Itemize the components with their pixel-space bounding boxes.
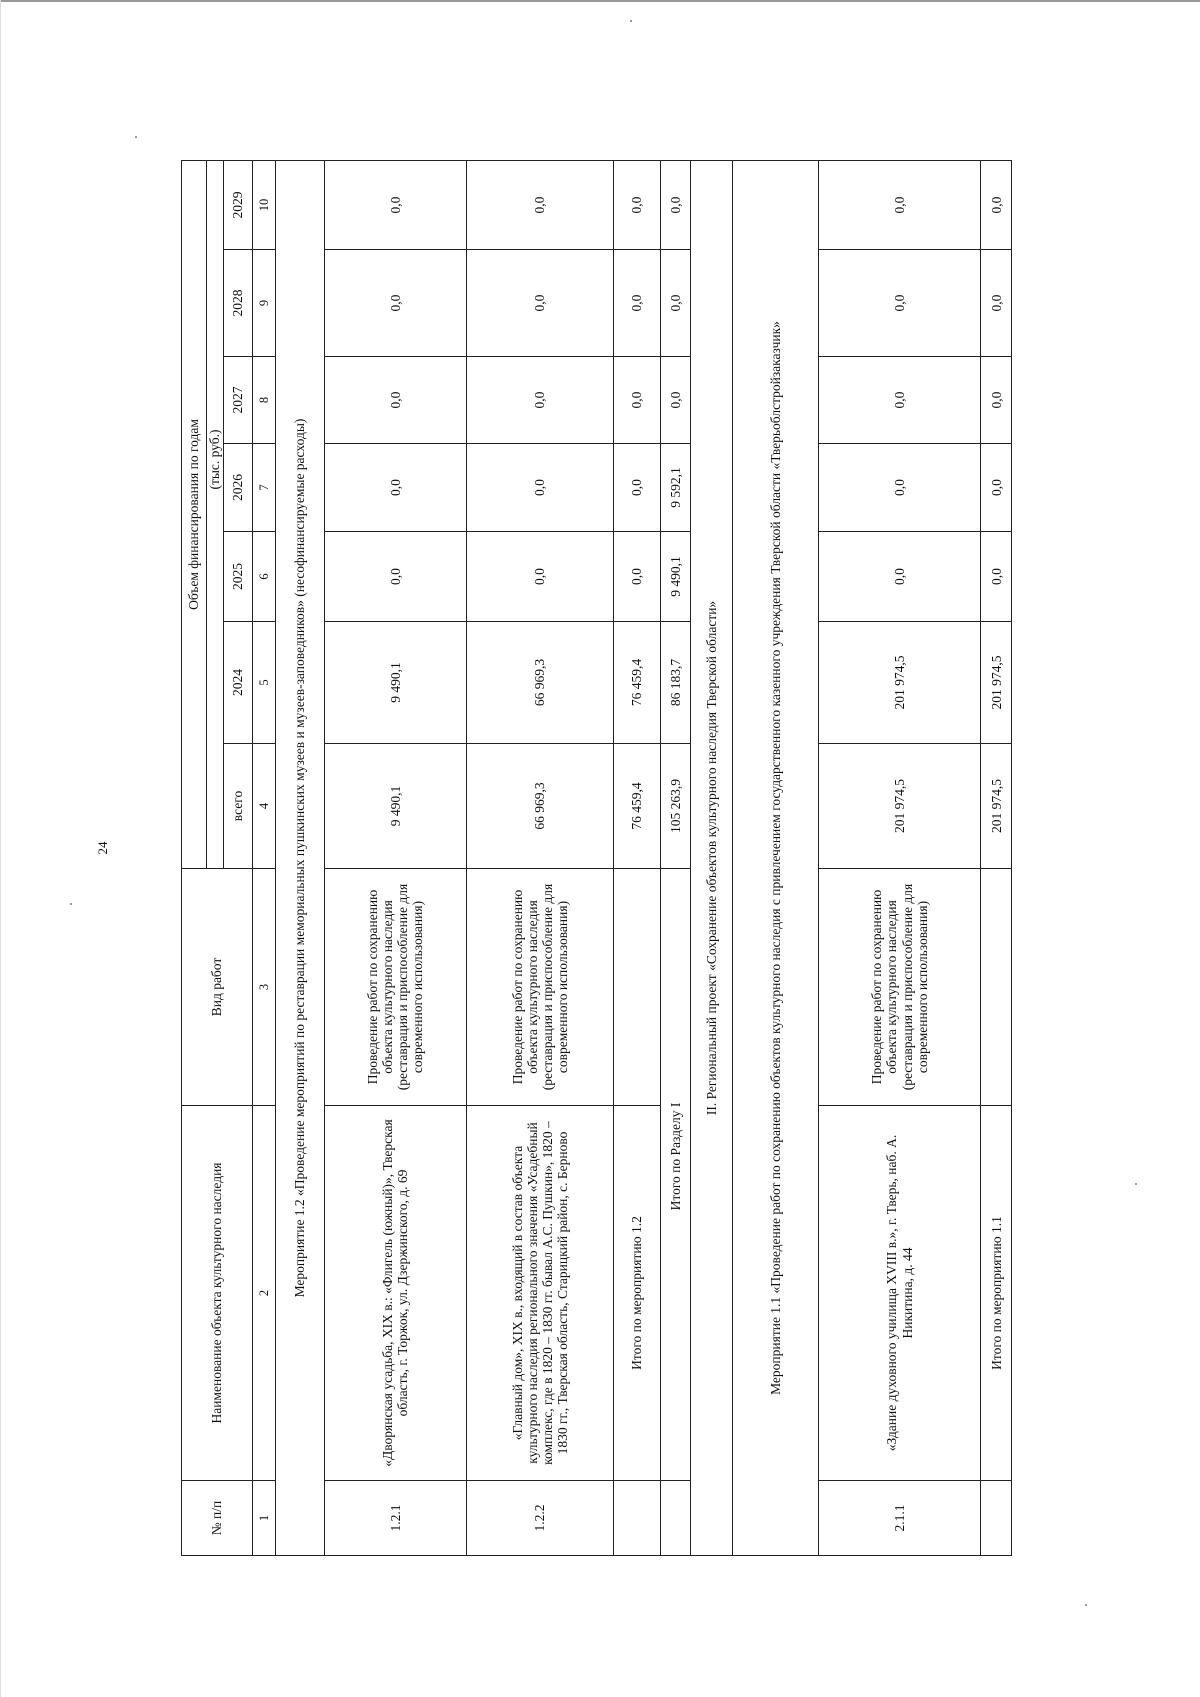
value-total: 9 490,1 [324,743,467,868]
value-2028: 0,0 [660,249,690,356]
value-2025: 0,0 [324,531,467,621]
column-number: 10 [252,160,276,249]
work-type-empty [613,868,660,1105]
scan-speck [70,903,72,905]
rotated-table-container [181,161,1012,1556]
work-type: Проведение работ по сохранению объекта культурного наследия (реставрация и приспособление для современного использования) [324,868,467,1105]
scan-top-edge [0,0,1200,2]
scan-speck [630,20,632,22]
column-number: 8 [252,356,276,443]
value-2024: 201 974,5 [818,621,980,743]
work-type: Проведение работ по сохранению объекта культурного наследия (реставрация и приспособление для современного использования) [818,868,980,1105]
row-number: 2.1.1 [818,1480,980,1555]
value-2029: 0,0 [818,160,980,249]
value-2026: 9 592,1 [660,443,690,531]
value-2027: 0,0 [466,356,613,443]
value-2029: 0,0 [980,160,1011,249]
total-row-measure-1-2 [613,160,660,1555]
row-number-empty [660,1480,690,1555]
total-label: Итого по мероприятию 1.2 [613,1105,660,1480]
value-2025: 0,0 [466,531,613,621]
value-2029: 0,0 [324,160,467,249]
header-funding: Объем финансирования по годам [181,160,206,868]
value-2025: 0,0 [980,531,1011,621]
value-2025: 9 490,1 [660,531,690,621]
value-total: 66 969,3 [466,743,613,868]
section-title: Мероприятие 1.2 «Проведение мероприятий по реставрации мемориальных пушкинских музеев и музеев-заповедников» (несофинансируемые расходы) [275,160,323,1555]
column-numbers-row [252,160,276,1555]
table-row [324,160,467,1555]
row-number: 1.2.2 [466,1480,613,1555]
value-2024: 201 974,5 [980,621,1011,743]
column-number: 3 [252,868,276,1105]
header-year-2027: 2027 [223,356,252,443]
value-2024: 9 490,1 [324,621,467,743]
header-year-2029: 2029 [223,160,252,249]
work-type-empty [980,868,1011,1105]
row-number-empty [980,1480,1011,1555]
header-year-2025: 2025 [223,531,252,621]
section-title: Мероприятие 1.1 «Проведение работ по сохранению объектов культурного наследия с привлечением государственного казенного учреждения Тверской области «Тверьоблстройзаказчик» [732,160,818,1555]
value-2029: 0,0 [466,160,613,249]
column-number: 5 [252,621,276,743]
value-2024: 86 183,7 [660,621,690,743]
object-name: «Дворянская усадьба, XIX в.: «Флигель (южный)», Тверская область, г. Торжок, ул. Дзержинского, д. 69 [324,1105,467,1480]
section-row-regional-project-2 [690,160,732,1555]
table-row [466,160,613,1555]
section-row-measure-1-2 [275,160,323,1555]
page-number: 24 [95,841,110,855]
column-number: 4 [252,743,276,868]
value-2027: 0,0 [660,356,690,443]
column-number: 1 [252,1480,276,1555]
work-type: Проведение работ по сохранению объекта культурного наследия (реставрация и приспособление для современного использования) [466,868,613,1105]
value-2027: 0,0 [324,356,467,443]
row-number: 1.2.1 [324,1480,467,1555]
header-year-2026: 2026 [223,443,252,531]
value-2026: 0,0 [818,443,980,531]
value-2028: 0,0 [980,249,1011,356]
value-2027: 0,0 [980,356,1011,443]
value-2024: 66 969,3 [466,621,613,743]
value-total: 201 974,5 [980,743,1011,868]
object-name: «Здание духовного училища XVIII в.», г. Тверь, наб. А. Никитина, д. 44 [818,1105,980,1480]
scan-speck [135,136,137,138]
value-2024: 76 459,4 [613,621,660,743]
header-funding-unit: (тыс. руб.) [206,160,223,868]
header-object: Наименование объекта культурного наследия [181,1105,252,1480]
value-2028: 0,0 [818,249,980,356]
value-total: 201 974,5 [818,743,980,868]
row-number-empty [613,1480,660,1555]
value-2027: 0,0 [613,356,660,443]
total-label: Итого по мероприятию 1.1 [980,1105,1011,1480]
total-row-section-1 [660,160,690,1555]
funding-table [181,159,1012,1555]
total-label: Итого по Разделу I [660,868,690,1480]
column-number: 2 [252,1105,276,1480]
section-row-measure-1-1 [732,160,818,1555]
column-number: 7 [252,443,276,531]
column-number: 6 [252,531,276,621]
value-2029: 0,0 [660,160,690,249]
total-row-measure-1-1 [980,160,1011,1555]
column-number: 9 [252,249,276,356]
value-2028: 0,0 [324,249,467,356]
value-2029: 0,0 [613,160,660,249]
value-2026: 0,0 [324,443,467,531]
scan-speck [1085,1604,1087,1606]
value-2026: 0,0 [466,443,613,531]
object-name: «Главный дом», XIX в., входящий в состав объекта культурного наследия регионального значения «Усадебный комплекс, где в 1820 – 1830 гг. бывал А.С. Пушкин», 1820 – 1830 гг., Тверская область, Старицкий район, с. Берново [466,1105,613,1480]
value-2026: 0,0 [613,443,660,531]
header-work: Вид работ [181,868,252,1105]
value-2026: 0,0 [980,443,1011,531]
scan-left-edge [0,0,1,1697]
header-row-1 [181,160,206,1555]
value-2025: 0,0 [818,531,980,621]
value-2028: 0,0 [613,249,660,356]
header-year-2028: 2028 [223,249,252,356]
header-year-2024: 2024 [223,621,252,743]
value-2027: 0,0 [818,356,980,443]
scan-speck [1135,1183,1137,1185]
value-2028: 0,0 [466,249,613,356]
table-row [818,160,980,1555]
header-year-total: всего [223,743,252,868]
value-total: 76 459,4 [613,743,660,868]
value-2025: 0,0 [613,531,660,621]
value-total: 105 263,9 [660,743,690,868]
section-title: II. Региональный проект «Сохранение объектов культурного наследия Тверской области» [690,160,732,1555]
header-num: № п/п [181,1480,252,1555]
